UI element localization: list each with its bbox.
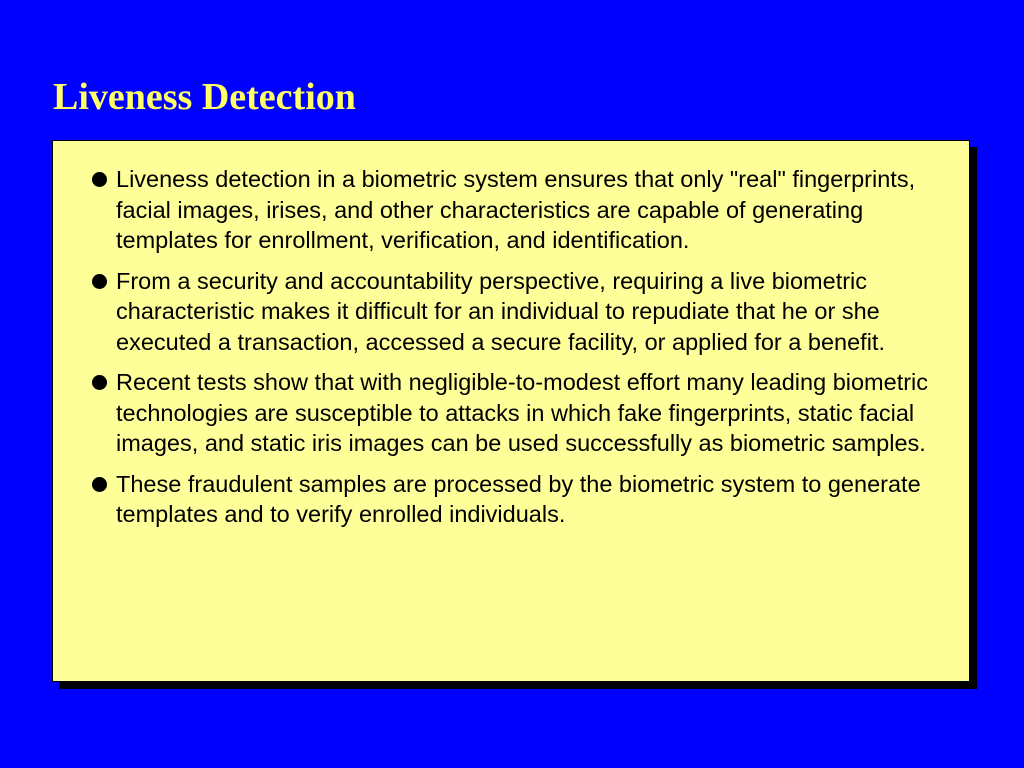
bullet-item (92, 367, 952, 459)
bullet-text: From a security and accountability perspective, requiring a live biometric characteristic makes it difficult for an individual to repudiate that he or she executed a transaction, accessed a secure facility, or applied for a benefit. (116, 267, 885, 355)
bullet-text: Liveness detection in a biometric system ensures that only "real" fingerprints, facial images, irises, and other characteristics are capable of generating templates for enrollment, verification, and identification. (116, 166, 916, 253)
bullet-text: These fraudulent samples are processed by the biometric system to generate templates and to verify enrolled individuals. (116, 470, 921, 527)
bullet-item (92, 164, 952, 256)
bullet-dot-icon (92, 477, 107, 492)
bullet-list (92, 164, 952, 540)
bullet-dot-icon (92, 172, 107, 187)
bullet-text: Recent tests show that with negligible-to-modest effort many leading biometric technologies are susceptible to attacks in which fake fingerprints, static facial images, and static iris images can be used successfully as biometric samples. (116, 369, 929, 456)
bullet-item (92, 469, 952, 530)
content-box (52, 140, 970, 682)
bullet-dot-icon (92, 274, 107, 289)
slide-title: Liveness Detection (53, 76, 356, 118)
bullet-dot-icon (92, 375, 107, 390)
bullet-item (92, 266, 952, 358)
